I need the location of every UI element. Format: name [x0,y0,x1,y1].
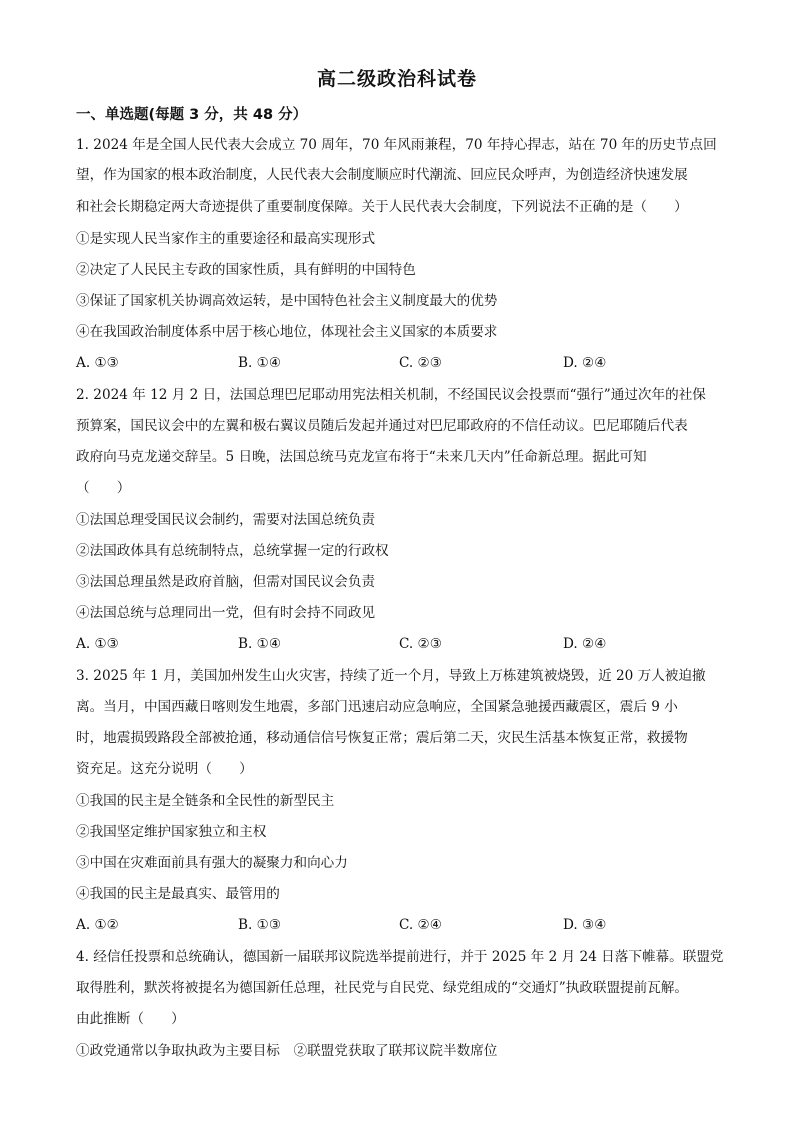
q2-option-c[interactable]: C. ②③ [399,636,442,652]
q2-item: ③法国总理虽然是政府首脑，但需对国民议会负责 [76,574,376,590]
q3-item: ①我国的民主是全链条和全民性的新型民主 [76,793,335,809]
q1-option-a[interactable]: A. ①③ [76,355,119,371]
q2-item: ④法国总统与总理同出一党，但有时会持不同政见 [76,605,376,621]
q3-item: ③中国在灾难面前具有强大的凝聚力和向心力 [76,855,348,871]
page-title: 高二级政治科试卷 [316,68,477,90]
q2-option-d[interactable]: D. ②④ [563,636,607,652]
q1-stem-line: 望，作为国家的根本政治制度，人民代表大会制度顺应时代潮流、回应民众呼声，为创造经济快速发展 [76,167,688,183]
q4-item: ①政党通常以争取执政为主要目标 ②联盟党获取了联邦议院半数席位 [76,1043,498,1059]
q1-option-d[interactable]: D. ②④ [563,355,607,371]
q1-stem-line: 1. 2024 年是全国人民代表大会成立 70 周年，70 年风雨兼程，70 年持心捍志，站在 70 年的历史节点回 [76,137,717,153]
q1-stem-line: 和社会长期稳定两大奇迹提供了重要制度保障。关于人民代表大会制度，下列说法不正确的是（ ） [76,199,688,215]
q2-stem-line: 预算案，国民议会中的左翼和极右翼议员随后发起并通过对巴尼耶政府的不信任动议。巴尼耶随后代表 [76,418,688,434]
q3-option-d[interactable]: D. ③④ [563,917,607,933]
q3-option-a[interactable]: A. ①② [76,917,119,933]
q2-option-b[interactable]: B. ①④ [238,636,282,652]
q3-option-b[interactable]: B. ①③ [238,917,282,933]
q3-stem-line: 时，地震损毁路段全部被抢通，移动通信信号恢复正常；震后第二天，灾民生活基本恢复正常，救援物 [76,730,688,746]
q2-option-a[interactable]: A. ①③ [76,636,119,652]
q3-option-c[interactable]: C. ②④ [399,917,442,933]
q3-item: ④我国的民主是最真实、最管用的 [76,886,280,902]
q2-item: ②法国政体具有总统制特点，总统掌握一定的行政权 [76,543,389,559]
q2-stem-line: （ ） [76,480,131,496]
q1-item: ②决定了人民民主专政的国家性质，具有鲜明的中国特色 [76,262,416,278]
q2-stem-line: 2. 2024 年 12 月 2 日，法国总理巴尼耶动用宪法相关机制，不经国民议会投票而“强行”通过次年的社保 [76,387,706,403]
q2-item: ①法国总理受国民议会制约，需要对法国总统负责 [76,512,376,528]
q3-stem-line: 3. 2025 年 1 月，美国加州发生山火灾害，持续了近一个月，导致上万栋建筑被烧毁，近 20 万人被迫撤 [76,668,706,684]
q1-item: ④在我国政治制度体系中居于核心地位，体现社会主义国家的本质要求 [76,324,498,340]
q3-stem-line: 离。当月，中国西藏日喀则发生地震，多部门迅速启动应急响应，全国紧急驰援西藏震区，震后 9 小 [76,699,678,715]
q3-item: ②我国坚定维护国家独立和主权 [76,824,267,840]
q1-option-b[interactable]: B. ①④ [238,355,282,371]
q4-stem-line: 由此推断（ ） [76,1011,185,1027]
q4-stem-line: 4. 经信任投票和总统确认，德国新一届联邦议院选举提前进行，并于 2025 年 2 月 24 日落下帷幕。联盟党 [76,949,724,965]
q1-item: ③保证了国家机关协调高效运转，是中国特色社会主义制度最大的优势 [76,293,498,309]
q1-option-c[interactable]: C. ②③ [399,355,442,371]
q2-stem-line: 政府向马克龙递交辞呈。5 日晚，法国总统马克龙宣布将于“未来几天内”任命新总理。据此可知 [76,449,647,465]
q4-stem-line: 取得胜利，默茨将被提名为德国新任总理，社民党与自民党、绿党组成的“交通灯”执政联盟提前瓦解。 [76,980,689,996]
q3-stem-line: 资充足。这充分说明（ ） [76,761,253,777]
q1-item: ①是实现人民当家作主的重要途径和最高实现形式 [76,231,376,247]
section-heading: 一、单选题(每题 3 分，共 48 分） [76,107,308,123]
